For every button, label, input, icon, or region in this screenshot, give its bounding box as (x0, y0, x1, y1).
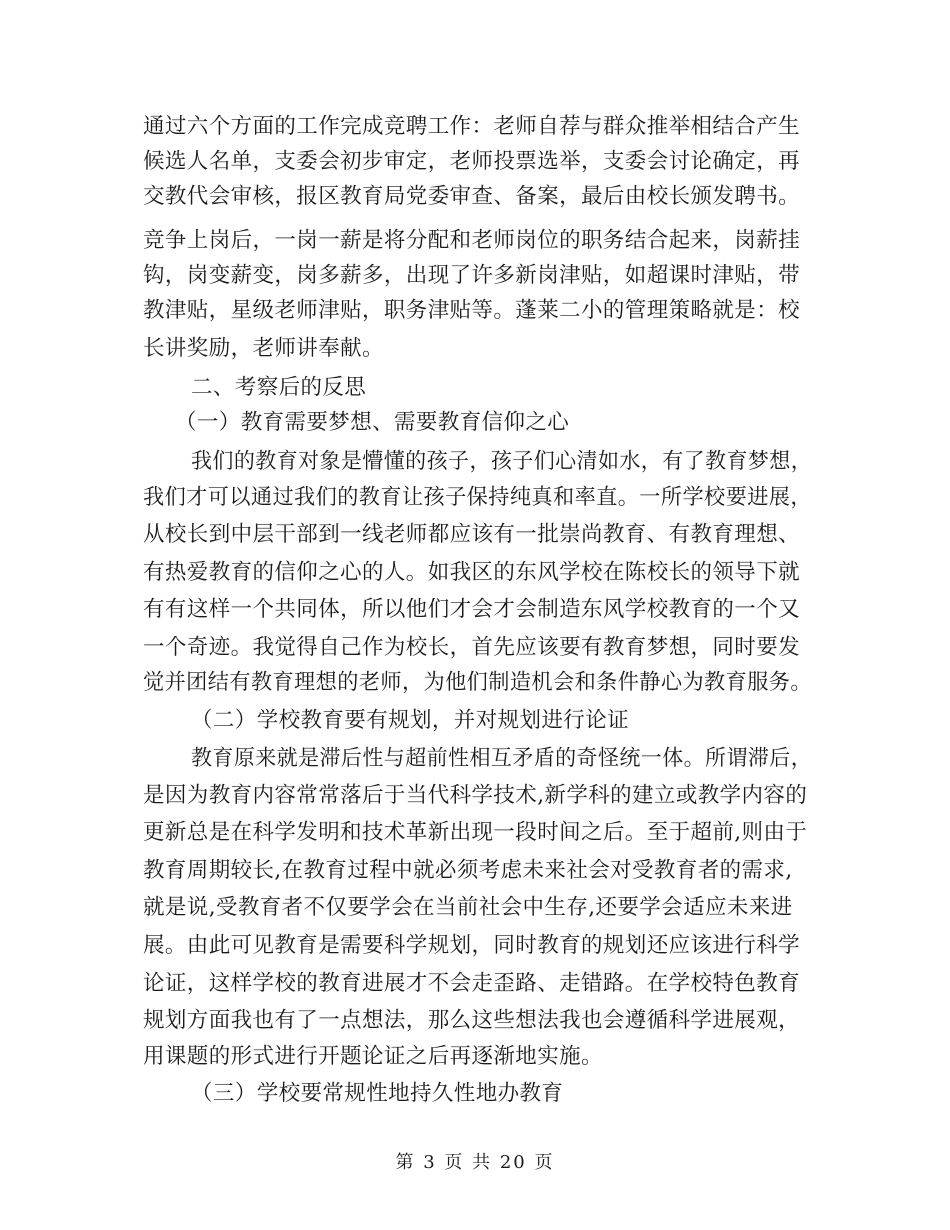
text-line: 有有这样一个共同体，所以他们才会才会制造东风学校教育的一个又 (143, 597, 801, 622)
text-line: 交教代会审核，报区教育局党委审查、备案，最后由校长颁发聘书。 (143, 184, 801, 209)
text-line: 用课题的形式进行开题论证之后再逐渐地实施。 (143, 1044, 603, 1069)
subsection-heading: （三）学校要常规性地持久性地办教育 (191, 1081, 564, 1106)
page-number-footer: 第 3 页 共 20 页 (395, 1152, 555, 1173)
text-line: 竞争上岗后，一岗一薪是将分配和老师岗位的职务结合起来，岗薪挂 (143, 228, 801, 253)
text-line: 教育原来就是滞后性与超前性相互矛盾的奇怪统一体。所谓滞后， (191, 746, 813, 771)
text-line: 从校长到中层干部到一线老师都应该有一批崇尚教育、有教育理想、 (143, 522, 801, 547)
text-line: 钩，岗变薪变，岗多薪多，出现了许多新岗津贴，如超课时津贴，带 (143, 263, 801, 288)
text-line: 觉并团结有教育理想的老师，为他们制造机会和条件静心为教育服务。 (143, 670, 812, 695)
text-line: 教津贴，星级老师津贴，职务津贴等。蓬莱二小的管理策略就是：校 (143, 298, 801, 323)
text-line: 是因为教育内容常常落后于当代科学技术,新学科的建立或教学内容的 (143, 783, 808, 808)
section-heading: 二、考察后的反思 (191, 375, 367, 400)
text-line: 通过六个方面的工作完成竞聘工作：老师自荐与群众推举相结合产生 (143, 114, 801, 139)
subsection-heading: （二）学校教育要有规划，并对规划进行论证 (191, 708, 630, 733)
text-line: 一个奇迹。我觉得自己作为校长，首先应该要有教育梦想，同时要发 (143, 635, 801, 660)
text-line: 展。由此可见教育是需要科学规划，同时教育的规划还应该进行科学 (143, 933, 801, 958)
text-line: 有热爱教育的信仰之心的人。如我区的东风学校在陈校长的领导下就 (143, 560, 801, 585)
subsection-heading: （一）教育需要梦想、需要教育信仰之心 (175, 410, 570, 435)
text-line: 候选人名单，支委会初步审定，老师投票选举，支委会讨论确定，再 (143, 149, 801, 174)
text-line: 更新总是在科学发明和技术革新出现一段时间之后。至于超前,则由于 (143, 820, 808, 845)
text-line: 教育周期较长,在教育过程中就必须考虑未来社会对受教育者的需求, (143, 858, 793, 883)
text-line: 论证，这样学校的教育进展才不会走歪路、走错路。在学校特色教育 (143, 971, 801, 996)
text-line: 长讲奖励，老师讲奉献。 (143, 336, 384, 361)
text-line: 规划方面我也有了一点想法，那么这些想法我也会遵循科学进展观， (143, 1008, 801, 1033)
text-line: 就是说,受教育者不仅要学会在当前社会中生存,还要学会适应未来进 (143, 895, 793, 920)
text-line: 我们才可以通过我们的教育让孩子保持纯真和率直。一所学校要进展， (143, 485, 812, 510)
text-line: 我们的教育对象是懵懂的孩子，孩子们心清如水，有了教育梦想， (191, 449, 813, 474)
